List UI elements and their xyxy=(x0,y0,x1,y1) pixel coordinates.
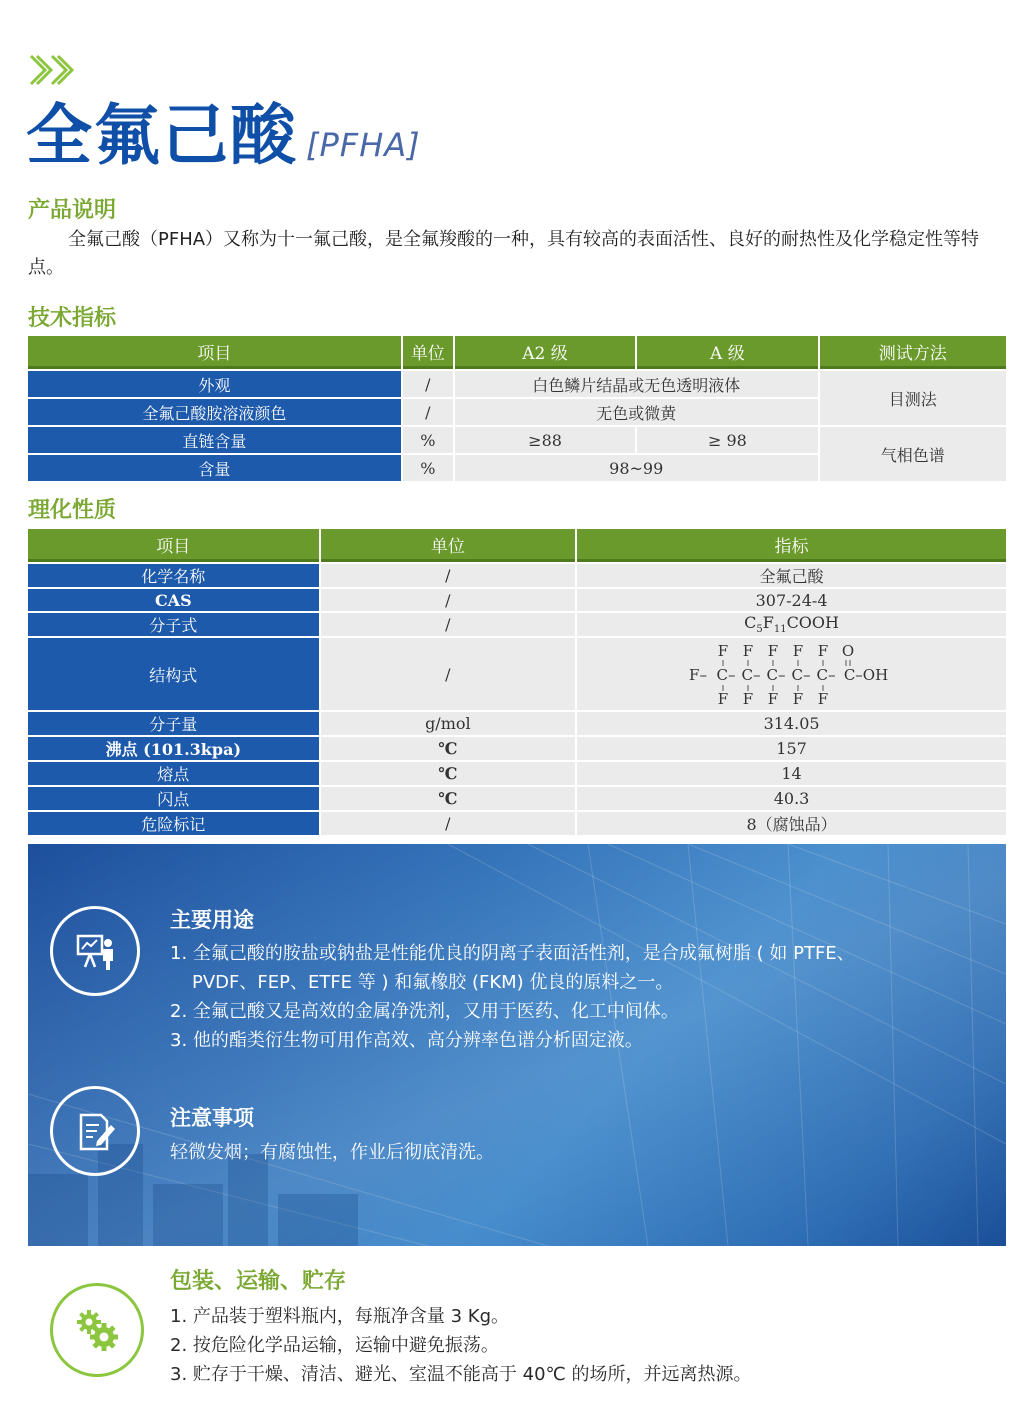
formula-part: C xyxy=(744,613,757,633)
structure-chain-atom: C– xyxy=(766,666,786,684)
table-row xyxy=(28,762,1006,785)
structure-bottom-atom: F xyxy=(767,690,778,708)
row-label: 直链含量 xyxy=(28,427,401,453)
table-row xyxy=(28,737,1006,760)
structure-chain-atom: C–OH xyxy=(843,666,888,684)
list-item-text: 全氟己酸的胺盐或钠盐是性能优良的阴离子表面活性剂，是合成氟树脂 ( 如 PTFE、 xyxy=(192,943,855,964)
row-unit: / xyxy=(403,399,453,425)
page-title: 全氟己酸 xyxy=(26,97,298,174)
row-value: 14 xyxy=(577,762,1006,785)
row-method: 气相色谱 xyxy=(820,427,1006,481)
structure-chain-atom: C– xyxy=(816,666,836,684)
product-desc-heading: 产品说明 xyxy=(28,198,117,223)
col-header-method: 测试方法 xyxy=(820,336,1006,369)
list-item-number: 2. xyxy=(170,1001,188,1022)
caution-heading: 注意事项 xyxy=(170,1106,254,1130)
row-label: 熔点 xyxy=(28,762,319,785)
col-header-a2: A2 级 xyxy=(455,336,635,369)
list-item-continuation: PVDF、FEP、ETFE 等 ) 和氟橡胶 (FKM) 优良的原料之一。 xyxy=(192,972,674,993)
row-label: 结构式 xyxy=(28,638,319,710)
row-unit: % xyxy=(403,427,453,453)
list-item-number: 1. xyxy=(170,943,188,964)
row-label: 闪点 xyxy=(28,787,319,810)
list-item: 2. 按危险化学品运输，运输中避免振荡。 xyxy=(170,1335,499,1356)
tech-specs-table xyxy=(26,334,1008,483)
table-row xyxy=(28,589,1006,611)
table-row xyxy=(28,787,1006,810)
list-item: 1. 产品装于塑料瓶内，每瓶净含量 3 Kg。 xyxy=(170,1306,510,1327)
presentation-icon xyxy=(75,931,117,973)
list-item: 3. 贮存于干燥、清洁、避光、室温不能高于 40℃ 的场所，并远离热源。 xyxy=(170,1364,752,1385)
row-unit: / xyxy=(321,564,576,587)
packaging-icon-circle xyxy=(50,1283,144,1377)
structure-bottom-atom: F xyxy=(792,690,803,708)
molecular-formula xyxy=(577,613,1006,636)
double-chevron-icon xyxy=(28,52,76,88)
table-row xyxy=(28,564,1006,587)
table-row xyxy=(28,638,1006,710)
uses-icon-circle xyxy=(50,906,140,996)
structure-top-atom: O xyxy=(841,642,854,660)
row-value-a: ≥ 98 xyxy=(637,427,817,453)
col-header-item: 项目 xyxy=(28,529,319,562)
row-value: 无色或微黄 xyxy=(455,399,818,425)
row-label: 全氟己酸胺溶液颜色 xyxy=(28,399,401,425)
row-method: 目测法 xyxy=(820,371,1006,425)
uses-heading: 主要用途 xyxy=(170,908,254,932)
col-header-value: 指标 xyxy=(577,529,1006,562)
tech-specs-heading: 技术指标 xyxy=(28,306,117,331)
structure-top-atom: F xyxy=(717,642,728,660)
row-value: 98~99 xyxy=(455,455,818,481)
row-value: 314.05 xyxy=(577,712,1006,735)
packaging-heading: 包装、运输、贮存 xyxy=(170,1269,347,1294)
list-item-text: 他的酯类衍生物可用作高效、高分辨率色谱分析固定液。 xyxy=(192,1030,643,1051)
row-unit: ℃ xyxy=(321,737,576,760)
structure-bottom-atom: F xyxy=(817,690,828,708)
caution-text: 轻微发烟；有腐蚀性，作业后彻底清洗。 xyxy=(170,1142,494,1163)
table-row xyxy=(28,613,1006,636)
formula-subscript: 5 xyxy=(756,624,763,636)
formula-part: COOH xyxy=(786,613,839,633)
structure-chain-atom: C– xyxy=(791,666,811,684)
row-label: 分子式 xyxy=(28,613,319,636)
row-label: CAS xyxy=(28,589,319,611)
structural-formula-drawing xyxy=(682,640,902,708)
gears-icon xyxy=(75,1308,119,1352)
structure-chain-atom: C– xyxy=(716,666,736,684)
table-header-row xyxy=(28,529,1006,562)
col-header-a: A 级 xyxy=(637,336,817,369)
uses-banner xyxy=(28,844,1006,1246)
structure-top-atom: F xyxy=(767,642,778,660)
row-label: 化学名称 xyxy=(28,564,319,587)
row-value: 307-24-4 xyxy=(577,589,1006,611)
uses-list xyxy=(170,939,855,1055)
product-desc-text: 全氟己酸（PFHA）又称为十一氟己酸，是全氟羧酸的一种，具有较高的表面活性、良好的耐热性及化学稳定性等特点。 xyxy=(28,229,980,278)
row-unit: % xyxy=(403,455,453,481)
structure-chain-atom: C– xyxy=(741,666,761,684)
packaging-list xyxy=(170,1302,751,1389)
col-header-unit: 单位 xyxy=(321,529,576,562)
row-unit: ℃ xyxy=(321,762,576,785)
list-item-text: 全氟己酸又是高效的金属净洗剂，又用于医药、化工中间体。 xyxy=(192,1001,679,1022)
row-unit: / xyxy=(321,589,576,611)
structure-bottom-atom: F xyxy=(717,690,728,708)
structure-top-atom: F xyxy=(742,642,753,660)
table-row xyxy=(28,812,1006,835)
page-title-abbrev: [PFHA] xyxy=(306,126,421,164)
row-unit: / xyxy=(321,613,576,636)
caution-icon-circle xyxy=(50,1086,140,1176)
table-header-row xyxy=(28,336,1006,369)
table-row xyxy=(28,712,1006,735)
row-value: 全氟己酸 xyxy=(577,564,1006,587)
properties-table xyxy=(26,527,1008,837)
row-unit: ℃ xyxy=(321,787,576,810)
formula-part: F xyxy=(762,613,774,633)
row-label: 含量 xyxy=(28,455,401,481)
structure-bottom-atom: F xyxy=(742,690,753,708)
row-value-a2: ≥88 xyxy=(455,427,635,453)
row-value: 157 xyxy=(577,737,1006,760)
structure-top-atom: F xyxy=(792,642,803,660)
row-unit: / xyxy=(321,812,576,835)
list-item-number: 3. xyxy=(170,1030,188,1051)
table-row xyxy=(28,427,1006,453)
col-header-item: 项目 xyxy=(28,336,401,369)
row-value: 40.3 xyxy=(577,787,1006,810)
structural-formula xyxy=(577,638,1006,710)
structure-top-atom: F xyxy=(817,642,828,660)
list-item xyxy=(170,1026,855,1055)
row-label: 沸点 (101.3kpa) xyxy=(28,737,319,760)
col-header-unit: 单位 xyxy=(403,336,453,369)
row-label: 外观 xyxy=(28,371,401,397)
row-label: 分子量 xyxy=(28,712,319,735)
table-row xyxy=(28,371,1006,397)
row-unit: g/mol xyxy=(321,712,576,735)
row-label: 危险标记 xyxy=(28,812,319,835)
row-value: 白色鳞片结晶或无色透明液体 xyxy=(455,371,818,397)
row-unit: / xyxy=(321,638,576,710)
row-value: 8（腐蚀品） xyxy=(577,812,1006,835)
document-pen-icon xyxy=(75,1111,117,1153)
row-unit: / xyxy=(403,371,453,397)
formula-subscript: 11 xyxy=(773,624,787,636)
structure-chain-atom: F– xyxy=(688,666,707,684)
list-item xyxy=(170,939,855,997)
list-item xyxy=(170,997,855,1026)
properties-heading: 理化性质 xyxy=(28,498,117,523)
